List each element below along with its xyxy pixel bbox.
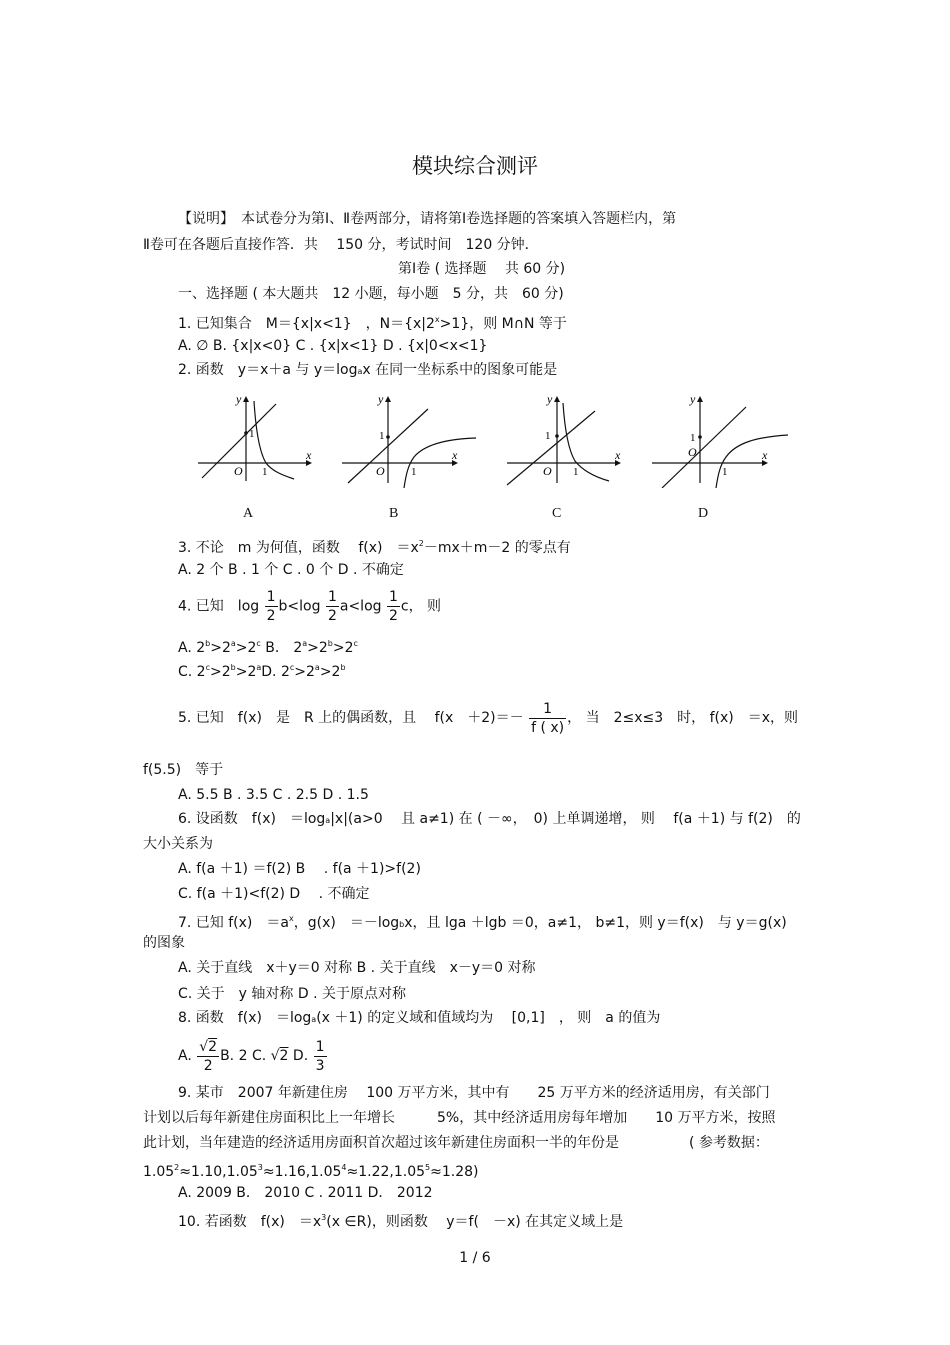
question-9-options: A. 2009 B． 2010 C . 2011 D． 2012 [178,1185,433,1201]
question-4-options-cd: C. $2^c>2^b>2^aD$. $2^c>2^a>2^b$ [178,663,346,680]
origin-label: O [688,445,697,459]
question-6: 6. 设函数 f(x) ＝loga|x|(a>0 且 a≠1) 在 ( －∞， 0) 上单调递增， 则 f(a ＋1) 与 f(2) 的 [178,811,801,827]
question-9-line-2: 计划以后每年新建住房面积比上一年增长 5%，其中经济适用房每年增加 10 万平方米，按照 [143,1110,776,1126]
sqrt-fraction: $\frac{√2}{2}$ [199,1038,218,1074]
origin-label: O [234,464,243,478]
x-one-label: 1 [573,466,579,478]
graph-b-label: B [389,506,399,521]
sqrt: √2 [270,1048,289,1064]
graph-b [340,393,480,488]
x-axis-label: x [762,448,768,462]
question-6-cont: 大小关系为 [143,836,213,852]
y-axis-label: y [547,393,553,406]
question-10: 10. 若函数 f(x) $=x^3(x$ ∈R)，则函数 y＝f( －x) 在其定义域上是 [178,1213,624,1230]
question-7: 7. 已知 f(x) $=a^x$，g(x) ＝－logbx，且 lga ＋lgb ＝0，a≠1， b≠1，则 y＝f(x) 与 y＝g(x) [178,914,787,931]
x-one-label: 1 [411,466,417,478]
note-line-2: Ⅱ卷可在各题后直接作答．共 150 分，考试时间 120 分钟． [143,237,539,253]
question-3: 3. 不论 m 为何值，函数 f(x) $=x^2-mx+m-2$ 的零点有 [178,539,571,556]
x-axis-label: x [615,448,621,462]
question-4: 4. 已知 log $\frac{1}{2}$ b<log $\frac{1}{2}$ a<log $\frac{1}{2}$ c， 则 [178,589,442,624]
question-2: 2. 函数 y＝x＋a 与 y＝logax 在同一坐标系中的图象可能是 [178,362,558,378]
question-9-line-1: 9. 某市 2007 年新建住房 100 万平方米，其中有 25 万平方米的经济适用房，有关部门 [178,1085,770,1101]
question-6-options-cd: C. f(a ＋1)<f(2) D . 不确定 [178,886,370,902]
graph-a [196,393,326,488]
x-one-label: 1 [722,466,728,478]
x-one-label: 1 [262,466,268,478]
question-8-options: A. $\frac{√2}{2}$ B. 2 C. √2 D. $\frac{1}{3}$ [178,1036,328,1076]
question-8: 8. 函数 f(x) ＝loga(x ＋1) 的定义域和值域均为 [0,1] ， 则 a 的值为 [178,1010,661,1026]
y-one-label: 1 [690,432,696,444]
x-axis-label: x [306,448,312,462]
part-heading: 第Ⅰ卷 ( 选择题 共 60 分) [398,261,566,277]
question-7-options-cd: C. 关于 y 轴对称 D . 关于原点对称 [178,986,406,1002]
fraction: $\frac{1}{3}$ [315,1038,325,1074]
page-title: 模块综合测评 [412,154,538,178]
question-4-options-ab: A. $2^b>2^a>2^c$ B． $2^a>2^b>2^c$ [178,639,358,656]
x-axis-label: x [452,448,458,462]
page-number: 1 / 6 [459,1250,491,1266]
origin-label: O [376,464,385,478]
fraction: $\frac{1}{2}$ [388,589,398,624]
fraction: $\frac{1}{f ( x)}$ [531,700,565,736]
graph-c [505,393,635,488]
question-5: 5. 已知 f(x) 是 R 上的偶函数，且 f(x ＋2)＝－ $\frac{1}{f ( x)}$ ， 当 2≤x≤3 时， f(x) ＝x，则 [178,700,799,736]
question-5-options: A. 5.5 B . 3.5 C . 2.5 D . 1.5 [178,787,369,803]
graph-c-label: C [552,506,562,521]
question-5-cont: f(5.5) 等于 [143,762,224,778]
question-1-options: A. ∅ B. {x|x<0} C . {x|x<1} D . {x|0<x<1} [178,338,488,354]
graph-d-label: D [698,506,709,521]
y-one-label: 1 [249,428,255,440]
fraction: $\frac{1}{2}$ [327,589,337,624]
question-6-options-ab: A. f(a ＋1) ＝f(2) B . f(a ＋1)>f(2) [178,861,421,877]
y-axis-label: y [378,393,384,406]
question-7-cont: 的图象 [143,935,185,951]
question-3-options: A. 2 个 B . 1 个 C . 0 个 D . 不确定 [178,562,404,578]
section-heading: 一、选择题 ( 本大题共 12 小题，每小题 5 分，共 60 分) [178,286,564,302]
graph-d [650,393,790,488]
question-9-line-4: $1.05^2\approx 1.10,1.05^3\approx 1.16,1.05^4\approx 1.22,1.05^5\approx 1.28$) [143,1163,479,1180]
origin-label: O [543,464,552,478]
question-7-options-ab: A. 关于直线 x＋y＝0 对称 B . 关于直线 x－y＝0 对称 [178,960,536,976]
question-1: 1. 已知集合 M＝{x|x<1} ，$N=\{x|2^x>1\}$，则 M∩N 等于 [178,315,567,332]
y-one-label: 1 [545,430,551,442]
fraction: $\frac{1}{2}$ [266,589,276,624]
y-axis-label: y [690,393,696,406]
y-axis-label: y [236,393,242,406]
note-line-1: 【说明】 本试卷分为第Ⅰ、Ⅱ卷两部分，请将第Ⅰ卷选择题的答案填入答题栏内，第 [178,211,677,227]
y-one-label: 1 [379,430,385,442]
question-9-line-3: 此计划，当年建造的经济适用房面积首次超过该年新建住房面积一半的年份是 ( 参考数据： [143,1135,769,1151]
graph-a-label: A [243,506,254,521]
